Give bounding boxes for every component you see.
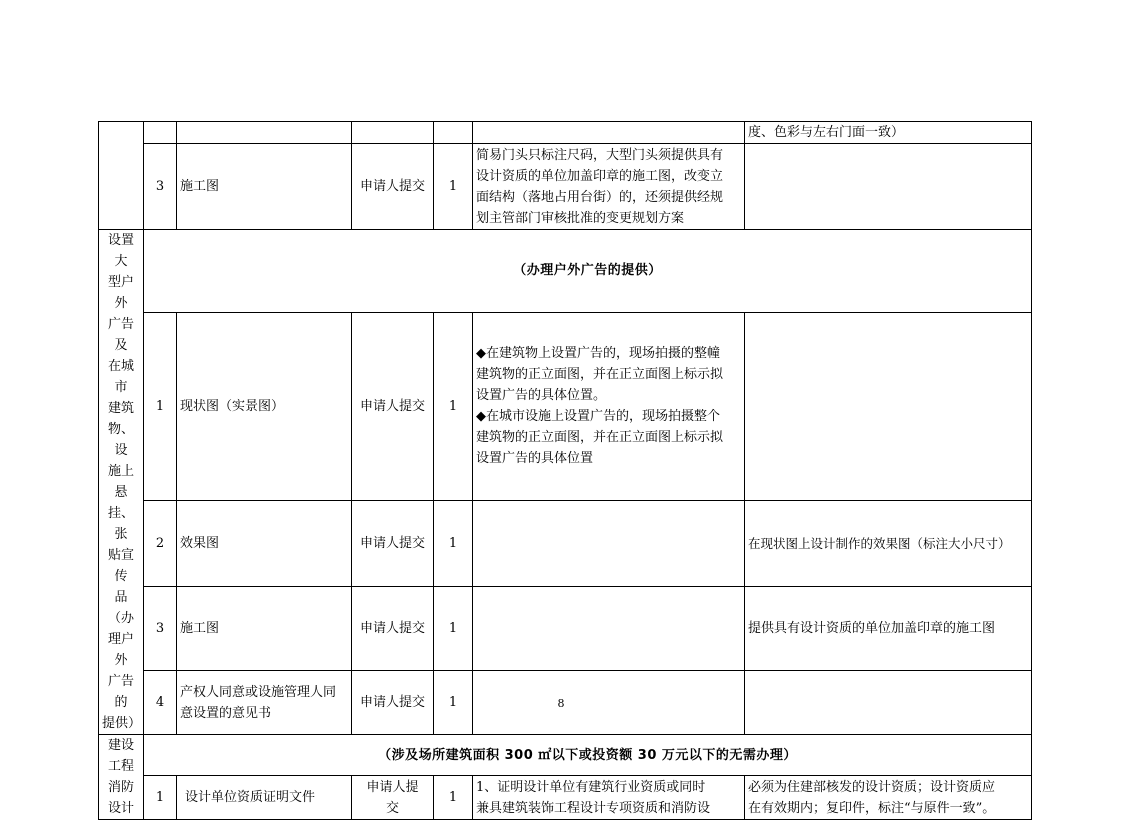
section-header-row [99, 735, 1032, 776]
seq-cell: 3 [144, 586, 177, 670]
seq-cell: 2 [144, 501, 177, 587]
requirements-cell [473, 122, 745, 144]
material-cell: 施工图 [177, 586, 352, 670]
copies-cell: 1 [434, 501, 473, 587]
remarks-cell: 在现状图上设计制作的效果图（标注大小尺寸） [745, 501, 1032, 587]
source-cell: 申请人提交 [352, 501, 434, 587]
material-cell: 施工图 [177, 144, 352, 230]
section-header-row [99, 230, 1032, 313]
requirements-line: 设计资质的单位加盖印章的施工图，改变立 [476, 168, 724, 184]
requirements-cell [473, 586, 745, 670]
source-cell: 申请人提交 [352, 144, 434, 230]
table-row [99, 122, 1032, 144]
section-title-outdoor-ad: （办理户外广告的提供） [144, 230, 1032, 313]
requirements-cell: 1、证明设计单位有建筑行业资质或同时 兼具建筑装饰工程设计专项资质和消防设 [473, 776, 745, 820]
material-cell: 效果图 [177, 501, 352, 587]
category-cell-fire-design: 建设 工程 消防 设计 [99, 735, 144, 820]
requirements-cell [473, 501, 745, 587]
section-title-fire-design: （涉及场所建筑面积 300 ㎡以下或投资额 30 万元以下的无需办理） [144, 735, 1032, 776]
table-row [99, 144, 1032, 230]
copies-cell: 1 [434, 144, 473, 230]
seq-cell: 4 [144, 671, 177, 735]
requirements-cell [473, 144, 745, 230]
copies-cell: 1 [434, 312, 473, 500]
seq-cell: 3 [144, 144, 177, 230]
remarks-cell [745, 144, 1032, 230]
table-row [99, 776, 1032, 820]
seq-cell [144, 122, 177, 144]
page-number: 8 [557, 697, 565, 710]
source-cell: 申请人提交 [352, 586, 434, 670]
table-row [99, 312, 1032, 500]
source-cell: 申请人提交 [352, 312, 434, 500]
remarks-cell [745, 312, 1032, 500]
source-cell [352, 122, 434, 144]
seq-cell: 1 [144, 312, 177, 500]
category-cell [99, 122, 144, 230]
source-cell: 申请人提交 [352, 671, 434, 735]
copies-cell: 1 [434, 671, 473, 735]
remarks-cell: 度、色彩与左右门面一致） [745, 122, 1032, 144]
source-cell: 申请人提 交 [352, 776, 434, 820]
requirements-line: 面结构（落地占用台街）的，还须提供经规 [476, 189, 724, 205]
material-cell: 产权人同意或设施管理人同 意设置的意见书 [177, 671, 352, 735]
seq-cell: 1 [144, 776, 177, 820]
category-cell-outdoor-ad: 设置大 型户外 广告及 在城市 建筑 物、设 施上悬 挂、张 贴宣传 品（办 理户外 广告的 提供） [99, 230, 144, 735]
remarks-cell: 提供具有设计资质的单位加盖印章的施工图 [745, 586, 1032, 670]
remarks-cell: 必须为住建部核发的设计资质；设计资质应 在有效期内；复印件，标注“与原件一致”。 [745, 776, 1032, 820]
material-cell: 设计单位资质证明文件 [177, 776, 352, 820]
materials-table [98, 121, 1032, 820]
requirements-cell: ◆在建筑物上设置广告的，现场拍摄的整幢 建筑物的正立面图，并在正立面图上标示拟 设置广告的具体位置。 ◆在城市设施上设置广告的，现场拍摄整个 建筑物的正立面图，并在正立面图上标示拟 设置广告的具体位置 [473, 312, 745, 500]
table-row [99, 501, 1032, 587]
copies-cell [434, 122, 473, 144]
requirements-line: 划主管部门审核批准的变更规划方案 [476, 210, 685, 226]
copies-cell: 1 [434, 586, 473, 670]
requirements-line: 简易门头只标注尺码，大型门头须提供具有 [476, 147, 724, 163]
material-cell: 现状图（实景图） [177, 312, 352, 500]
table-row [99, 586, 1032, 670]
material-cell [177, 122, 352, 144]
copies-cell: 1 [434, 776, 473, 820]
